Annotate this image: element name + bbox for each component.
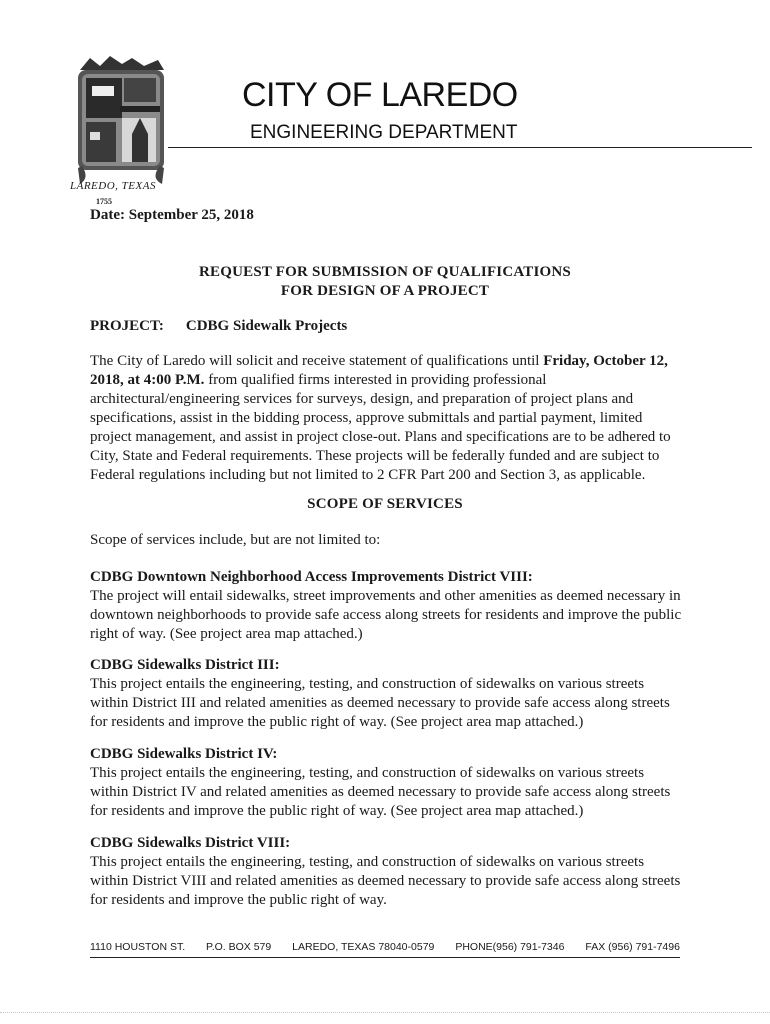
project-name: CDBG Sidewalk Projects bbox=[185, 318, 348, 334]
city-seal-logo bbox=[70, 56, 170, 186]
intro-paragraph bbox=[90, 352, 682, 485]
scope-item bbox=[90, 745, 682, 821]
scope-item bbox=[90, 834, 682, 910]
scope-item-title: CDBG Sidewalks District III: bbox=[90, 657, 280, 673]
project-line bbox=[90, 318, 347, 335]
footer-divider bbox=[90, 957, 680, 958]
seal-caption: LAREDO, TEXAS bbox=[70, 180, 156, 192]
footer-address: 1110 HOUSTON ST. bbox=[90, 941, 186, 953]
footer-pobox: P.O. BOX 579 bbox=[206, 941, 272, 953]
header-divider bbox=[168, 147, 752, 148]
footer-city: LAREDO, TEXAS 78040-0579 bbox=[292, 941, 435, 953]
page-title: CITY OF LAREDO bbox=[242, 76, 518, 114]
scope-intro: Scope of services include, but are not limited to: bbox=[90, 532, 381, 548]
department-name: ENGINEERING DEPARTMENT bbox=[250, 122, 518, 143]
intro-text-part1: The City of Laredo will solicit and receive statement of qualifications until bbox=[90, 353, 544, 369]
deadline-text: Friday, October 12, 2018, at 4:00 P.M. bbox=[90, 353, 668, 388]
scope-item-text: This project entails the engineering, testing, and construction of sidewalks on various streets within District VIII and related amenities as deemed necessary to provide safe access along streets for residents and improve the public right of way. bbox=[90, 854, 681, 908]
scope-item-title: CDBG Sidewalks District IV: bbox=[90, 746, 278, 762]
scope-item-title: CDBG Sidewalks District VIII: bbox=[90, 835, 291, 851]
project-label: PROJECT: bbox=[90, 318, 164, 334]
scope-heading: SCOPE OF SERVICES bbox=[307, 496, 463, 512]
scope-item-text: This project entails the engineering, testing, and construction of sidewalks on various streets within District III and related amenities as deemed necessary to provide safe access along streets for residents and improve the public right of way. (See project area map attached.) bbox=[90, 676, 670, 730]
seal-year: 1755 bbox=[96, 197, 112, 206]
request-title-line2: FOR DESIGN OF A PROJECT bbox=[280, 283, 490, 299]
scope-item bbox=[90, 568, 682, 644]
scan-edge-line bbox=[0, 1012, 770, 1013]
scope-item-text: The project will entail sidewalks, street improvements and other amenities as deemed necessary in downtown neighborhoods to provide safe access along streets for residents and improve the public right of way. (See project area map attached.) bbox=[90, 588, 682, 642]
footer-fax: FAX (956) 791-7496 bbox=[585, 941, 680, 953]
scope-item bbox=[90, 656, 682, 732]
document-date: Date: September 25, 2018 bbox=[90, 207, 254, 223]
request-title-line1: REQUEST FOR SUBMISSION OF QUALIFICATIONS bbox=[199, 264, 571, 280]
scope-item-title: CDBG Downtown Neighborhood Access Improvements District VIII: bbox=[90, 569, 533, 585]
footer-contact bbox=[90, 941, 680, 953]
scope-item-text: This project entails the engineering, testing, and construction of sidewalks on various streets within District IV and related amenities as deemed necessary to provide safe access along streets for residents and improve the public right of way. (See project area map attached.) bbox=[90, 765, 671, 819]
intro-text-part2: from qualified firms interested in providing professional architectural/engineering services for surveys, design, and preparation of project plans and specifications, assist in the bidding process, approve submittals and partial payment, limited project management, and assist in project close-out. Plans and specifications are to be adhered to City, State and Federal requirements. These projects will be federally funded and are subject to Federal regulations including but not limited to 2 CFR Part 200 and Section 3, as applicable. bbox=[90, 372, 671, 483]
footer-phone: PHONE(956) 791-7346 bbox=[455, 941, 565, 953]
